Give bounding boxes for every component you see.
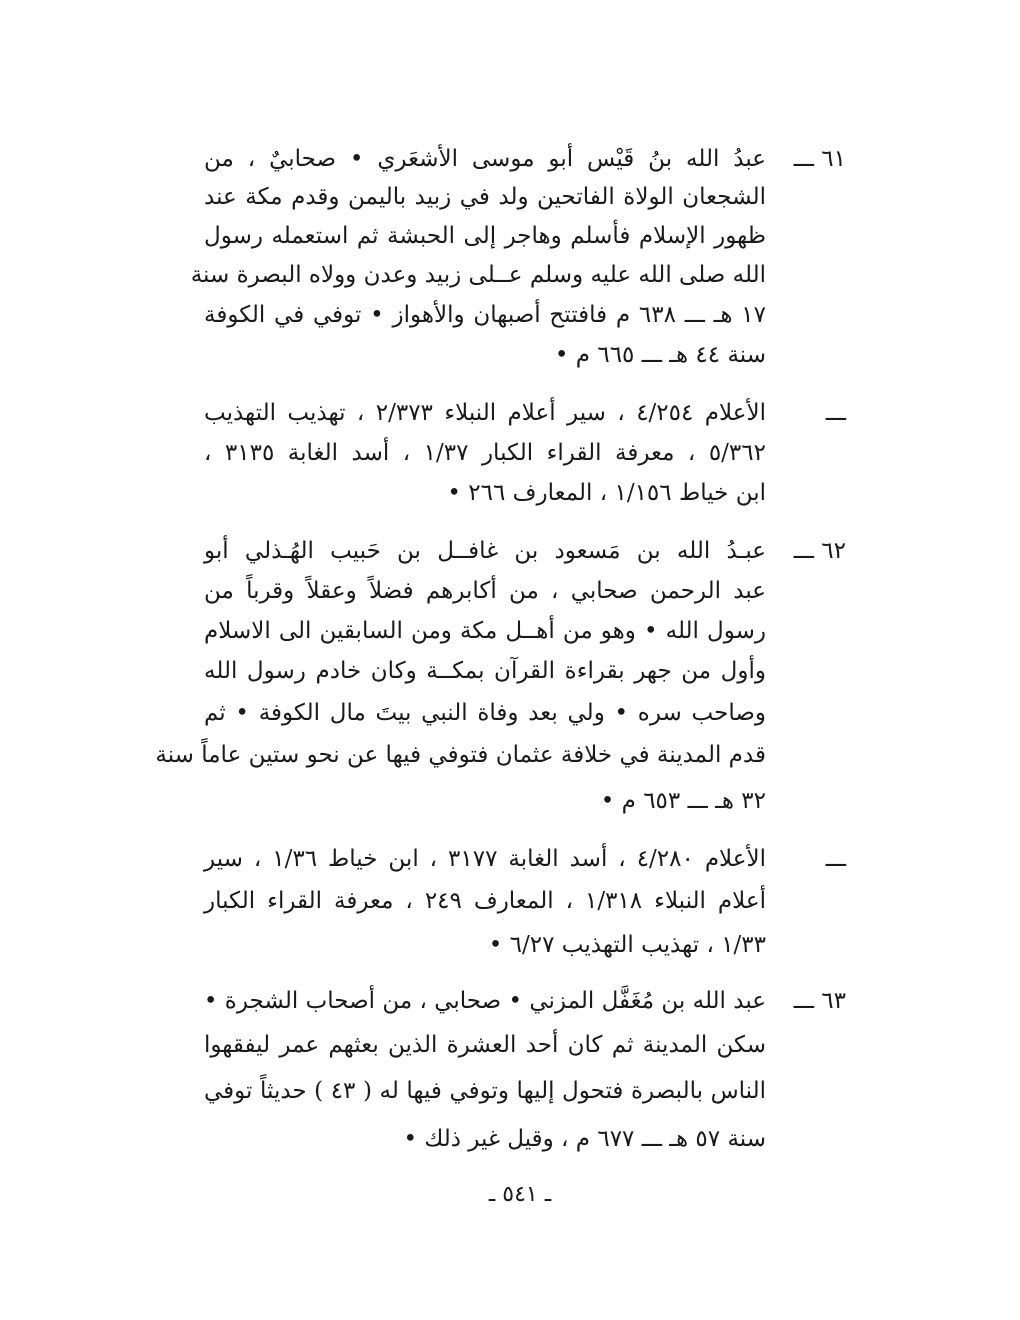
text-line: سكن المدينة ثم كان أحد العشرة الذين بعثهم عمر ليفقهوا [204,1032,766,1058]
text-line: ١٧ هـ ـــ ٦٣٨ م فافتتح أصبهان والأهواز • توفي في الكوفة [204,302,766,328]
entry-dash: ـــ [825,846,846,872]
entry-number: ٦٢ ـــ [793,538,846,564]
text-line: سنة ٤٤ هـ ـــ ٦٦٥ م • [554,342,766,368]
text-line: الشجعان الولاة الفاتحين ولد في زبيد باليمن وقدم مكة عند [204,184,767,210]
entry-dash: ـــ [825,400,846,426]
entry-number: ٦١ ـــ [793,146,846,172]
text-line: الله صلى الله عليه وسلم عــلى زبيد وعدن وولاه البصرة سنة [190,262,766,288]
text-line: رسول الله • وهو من أهــل مكة ومن السابقين الى الاسلام [204,618,766,644]
reference-line: الأعلام ٤/٢٥٤ ، سير أعلام النبلاء ٢/٣٧٣ ، تهذيب التهذيب [204,400,766,426]
text-line: ظهور الإسلام فأسلم وهاجر إلى الحبشة ثم استعمله رسول [204,223,766,249]
entry-number: ٦٣ ـــ [793,988,846,1014]
reference-line: ١/٣٣ ، تهذيب التهذيب ٦/٢٧ • [488,932,766,958]
reference-line: ابن خياط ١/١٥٦ ، المعارف ٢٦٦ • [447,480,766,506]
text-line: وصاحب سره • ولي بعد وفاة النبي بيتَ مال الكوفة • ثم [204,700,766,726]
reference-line: أعلام النبلاء ١/٣١٨ ، المعارف ٢٤٩ ، معرفة القراء الكبار [204,888,766,914]
text-line: عبدُ الله بنُ قَيْس أبو موسى الأشعَري • صحابيٌ ، من [204,146,766,172]
reference-line: ٥/٣٦٢ ، معرفة القراء الكبار ١/٣٧ ، أسد الغابة ٣١٣٥ ، [204,440,766,466]
reference-line: الأعلام ٤/٢٨٠ ، أسد الغابة ٣١٧٧ ، ابن خياط ١/٣٦ ، سير [204,846,767,872]
text-line: ٣٢ هـ ـــ ٦٥٣ م • [600,788,766,814]
page-number: ـ ٥٤١ ـ [488,1182,552,1207]
text-line: عبد الرحمن صحابي ، من أكابرهم فضلاً وعقلاً وقرباً من [204,578,766,604]
text-line: وأول من جهر بقراءة القرآن بمكــة وكان خادم رسول الله [204,658,766,684]
text-line: عبـدُ الله بن مَسعود بن غافــل بن حَبيب الهُـذلي أبو [204,538,766,564]
text-line: الناس بالبصرة فتحول إليها وتوفي فيها له ( ٤٣ ) حديثاً توفي [204,1078,766,1104]
text-line: سنة ٥٧ هـ ـــ ٦٧٧ م ، وقيل غير ذلك • [403,1126,766,1152]
text-line: قدم المدينة في خلافة عثمان فتوفي فيها عن نحو ستين عاماً سنة [155,742,766,768]
text-line: عبد الله بن مُغَفَّل المزني • صحابي ، من أصحاب الشجرة • [203,988,766,1014]
